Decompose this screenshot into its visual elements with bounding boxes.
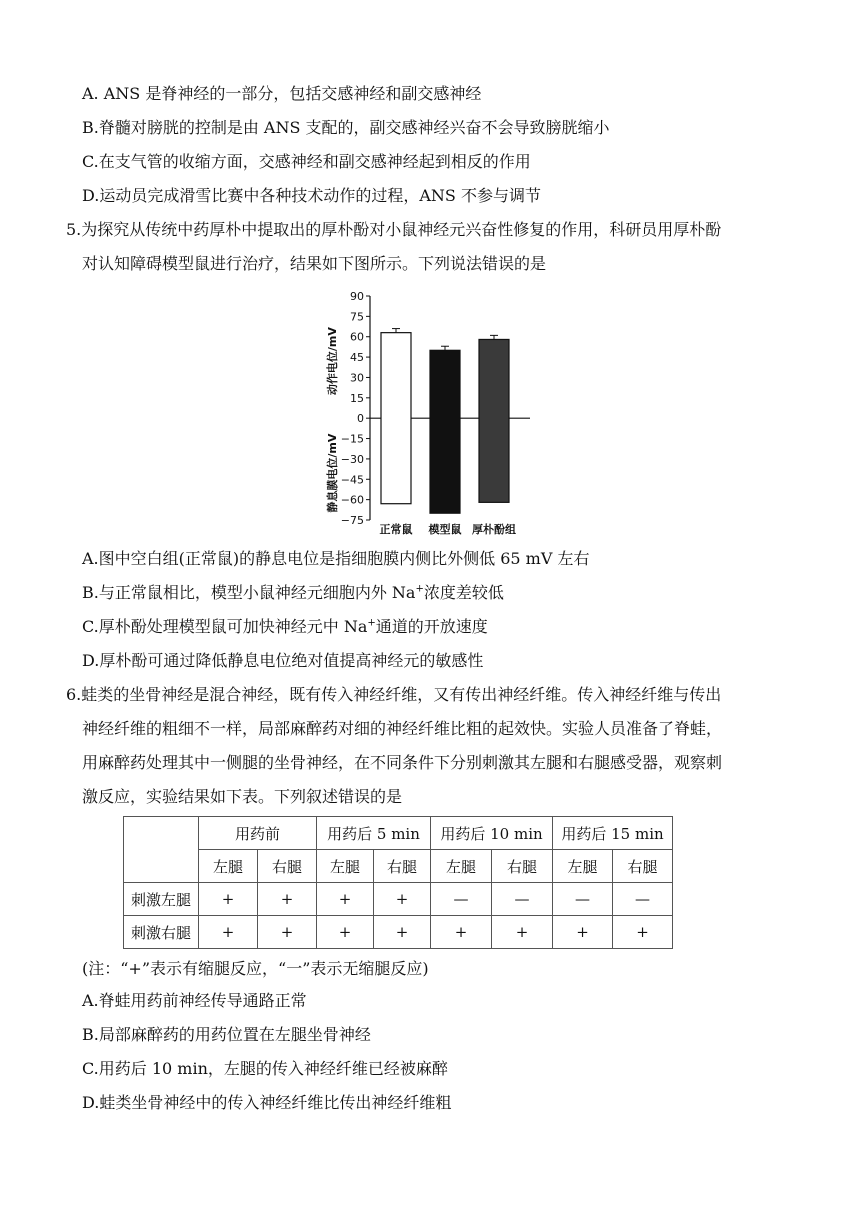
q5-option-b — [82, 582, 504, 604]
table-cell: — — [431, 883, 492, 916]
y-axis-label-action-potential: 动作电位/mV — [326, 327, 339, 396]
table-subheader: 右腿 — [258, 850, 317, 883]
q6-option-c: C.用药后 10 min，左腿的传入神经纤维已经被麻醉 — [82, 1059, 448, 1078]
y-tick-label: 75 — [350, 310, 364, 324]
table-subheader: 左腿 — [199, 850, 258, 883]
q5-option-c-superscript: + — [367, 617, 376, 629]
table-cell: + — [431, 916, 492, 949]
x-tick-label: 厚朴酚组 — [472, 523, 516, 536]
bar-1 — [381, 333, 411, 504]
table-cell: — — [492, 883, 553, 916]
q5-option-b-superscript: + — [415, 583, 424, 595]
y-tick-label: 45 — [350, 351, 364, 365]
table-subheader-row — [124, 850, 673, 883]
y-tick-label: −75 — [340, 514, 364, 527]
q5-option-d: D.厚朴酚可通过降低静息电位绝对值提高神经元的敏感性 — [82, 651, 484, 670]
x-tick-label: 正常鼠 — [379, 523, 413, 536]
bar-2 — [430, 350, 460, 513]
y-tick-label: −30 — [340, 452, 364, 466]
q4-option-c: C.在支气管的收缩方面，交感神经和副交感神经起到相反的作用 — [82, 152, 531, 171]
table-cell: + — [613, 916, 673, 949]
q6-table-note: (注：“+”表示有缩腿反应，“一”表示无缩腿反应) — [82, 959, 429, 978]
q5-option-c-tail: 通道的开放速度 — [375, 617, 488, 636]
table-cell: + — [199, 916, 258, 949]
table-corner-cell — [124, 817, 199, 883]
y-axis-ticks — [341, 290, 370, 527]
table-cell: — — [553, 883, 613, 916]
q6-option-a: A.脊蛙用药前神经传导通路正常 — [82, 991, 307, 1010]
q5-option-c — [82, 616, 488, 638]
q5-option-b-tail: 浓度差较低 — [423, 583, 504, 602]
table-subheader: 左腿 — [553, 850, 613, 883]
table-cell: + — [374, 883, 431, 916]
q4-option-d: D.运动员完成滑雪比赛中各种技术动作的过程，ANS 不参与调节 — [82, 186, 541, 205]
table-cell: + — [258, 916, 317, 949]
table-group-header: 用药前 — [199, 817, 317, 850]
table-subheader: 右腿 — [374, 850, 431, 883]
table-subheader: 左腿 — [317, 850, 374, 883]
table-subheader: 右腿 — [613, 850, 673, 883]
q5-stem-line-1: 5.为探究从传统中药厚朴中提取出的厚朴酚对小鼠神经元兴奋性修复的作用，科研员用厚朴酚 — [66, 220, 722, 239]
y-axis-label-resting-potential: 静息膜电位/mV — [326, 433, 339, 513]
x-tick-label: 模型鼠 — [428, 523, 462, 536]
y-tick-label: 60 — [350, 330, 364, 344]
y-tick-label: 0 — [357, 412, 364, 426]
y-tick-label: −45 — [340, 473, 364, 487]
table-subheader: 左腿 — [431, 850, 492, 883]
experiment-results-table — [123, 816, 673, 949]
q6-option-d: D.蛙类坐骨神经中的传入神经纤维比传出神经纤维粗 — [82, 1093, 452, 1112]
table-subheader: 右腿 — [492, 850, 553, 883]
table-row — [124, 916, 673, 949]
q5-stem-line-2: 对认知障碍模型鼠进行治疗，结果如下图所示。下列说法错误的是 — [82, 254, 547, 273]
x-axis-labels — [380, 522, 517, 536]
table-cell: + — [199, 883, 258, 916]
q6-option-b: B.局部麻醉药的用药位置在左腿坐骨神经 — [82, 1025, 371, 1044]
table-group-header: 用药后 5 min — [317, 817, 431, 850]
table-row-label: 刺激右腿 — [124, 916, 199, 949]
table-cell: + — [317, 916, 374, 949]
bar-3 — [479, 339, 509, 502]
q4-option-b: B.脊髓对膀胱的控制是由 ANS 支配的，副交感神经兴奋不会导致膀胱缩小 — [82, 118, 610, 137]
q4-option-a: A. ANS 是脊神经的一部分，包括交感神经和副交感神经 — [82, 84, 482, 103]
table-cell: + — [317, 883, 374, 916]
table-group-header: 用药后 15 min — [553, 817, 673, 850]
q5-option-c-text: C.厚朴酚处理模型鼠可加快神经元中 Na — [82, 617, 368, 636]
table-group-header: 用药后 10 min — [431, 817, 553, 850]
table-cell: — — [613, 883, 673, 916]
table-cell: + — [374, 916, 431, 949]
table-header-row — [124, 817, 673, 850]
table-row-label: 刺激左腿 — [124, 883, 199, 916]
q5-option-b-text: B.与正常鼠相比，模型小鼠神经元细胞内外 Na — [82, 583, 416, 602]
table-row — [124, 883, 673, 916]
y-tick-label: −60 — [340, 493, 364, 507]
y-tick-label: 30 — [350, 371, 364, 385]
table-cell: + — [553, 916, 613, 949]
table-cell: + — [492, 916, 553, 949]
q5-option-a: A.图中空白组(正常鼠)的静息电位是指细胞膜内侧比外侧低 65 mV 左右 — [82, 549, 590, 568]
q6-stem-line-2: 神经纤维的粗细不一样，局部麻醉药对细的神经纤维比粗的起效快。实验人员准备了脊蛙， — [82, 719, 723, 738]
q6-stem-line-4: 激反应，实验结果如下表。下列叙述错误的是 — [82, 787, 403, 806]
table-cell: + — [258, 883, 317, 916]
y-tick-label: 15 — [350, 391, 364, 405]
y-tick-label: −15 — [340, 432, 364, 446]
membrane-potential-bar-chart — [322, 284, 540, 538]
y-tick-label: 90 — [350, 290, 364, 303]
q6-stem-line-1: 6.蛙类的坐骨神经是混合神经，既有传入神经纤维，又有传出神经纤维。传入神经纤维与传出 — [66, 685, 722, 704]
bars — [381, 329, 509, 514]
q6-stem-line-3: 用麻醉药处理其中一侧腿的坐骨神经，在不同条件下分别刺激其左腿和右腿感受器，观察刺 — [82, 753, 723, 772]
